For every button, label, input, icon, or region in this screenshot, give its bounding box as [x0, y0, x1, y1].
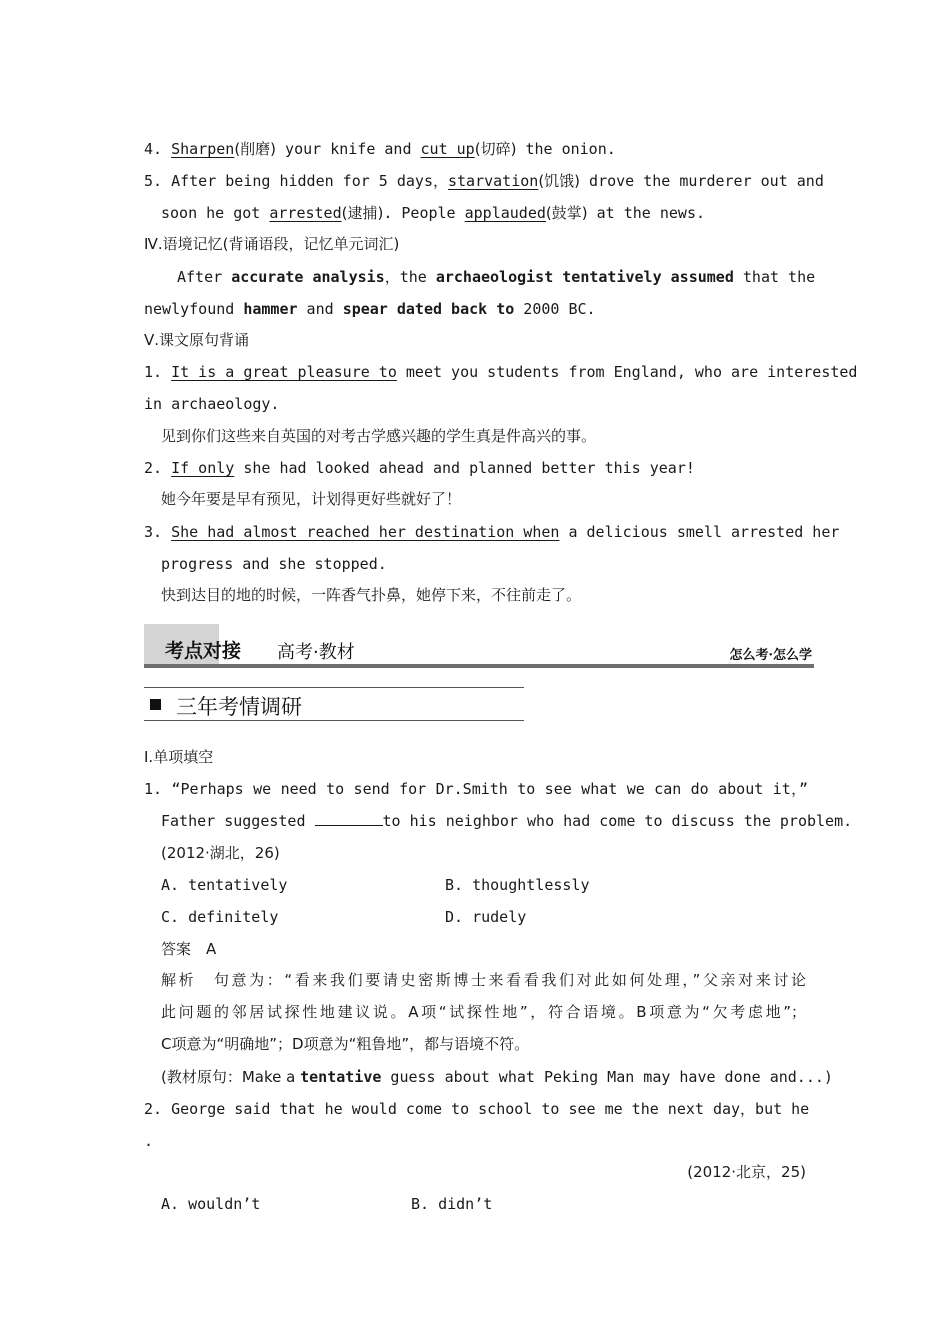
sentence-text: that the — [733, 268, 816, 286]
vocab-bold: hammer — [243, 300, 298, 318]
question-text: George said that he would come to school to see me the next day，but he — [171, 1100, 810, 1118]
sentence-text: the onion. — [516, 140, 616, 158]
textbook-text: (教材原句：Make a — [161, 1068, 301, 1086]
banner-subtitle: 高考·教材 — [277, 642, 355, 663]
sentence-text: After — [177, 268, 232, 286]
key-phrase: It is a great pleasure to — [171, 363, 397, 381]
recite-sentence-3 — [144, 522, 840, 542]
option-a: A. wouldn’t — [161, 1195, 261, 1213]
question-text: “Perhaps we need to send for Dr.Smith to see what we can do about it，” — [171, 780, 809, 798]
textbook-text: guess about what Peking Man may have done and...) — [381, 1068, 833, 1086]
sentence-text: After being hidden for 5 days， — [171, 172, 448, 190]
key-phrase: If only — [171, 459, 235, 477]
question-1-line-2 — [161, 811, 853, 831]
section-5-heading: Ⅴ.课文原句背诵 — [144, 331, 250, 349]
question-2-line-2: . — [144, 1132, 154, 1150]
question-1-source: (2012·湖北，26) — [161, 844, 280, 862]
question-1-analysis-line-1: 解析 句意为：“看来我们要请史密斯博士来看看我们对此如何处理，”父亲对来讨论 — [161, 971, 806, 989]
section-title: 三年考情调研 — [176, 695, 302, 719]
vocab-item-5-line-1 — [144, 171, 824, 191]
question-1-options-row-1 — [161, 875, 825, 895]
answer-blank — [315, 811, 383, 826]
item-number: 1. — [144, 363, 163, 381]
question-1-textbook-source — [161, 1067, 833, 1087]
question-2-line-1 — [144, 1099, 808, 1119]
item-number: 2. — [144, 1100, 163, 1118]
vocab-gloss: (逮捕) — [341, 204, 384, 222]
item-number: 3. — [144, 523, 163, 541]
question-1-analysis-line-2: 此问题的邻居试探性地建议说。A项“试探性地”，符合语境。B项意为“欠考虑地”； — [161, 1003, 806, 1021]
vocab-answer: starvation — [448, 172, 539, 190]
option-d: D. rudely — [445, 908, 527, 926]
banner-rule — [144, 664, 814, 668]
vocab-item-4 — [144, 139, 808, 159]
question-1-analysis-line-3: C项意为“明确地”；D项意为“粗鲁地”，都与语境不符。 — [161, 1035, 530, 1053]
recite-sentence-2 — [144, 458, 808, 478]
sentence-text: meet you students from England, who are interested — [396, 363, 858, 381]
recite-sentence-3-translation: 快到达目的地的时候，一阵香气扑鼻，她停下来，不往前走了。 — [161, 586, 582, 604]
vocab-bold: tentative — [300, 1068, 382, 1086]
banner-title: 考点对接 — [165, 640, 242, 662]
option-b: B. thoughtlessly — [445, 876, 590, 894]
vocab-gloss: (削磨) — [234, 140, 277, 158]
vocab-bold: accurate analysis — [231, 268, 385, 286]
sentence-text: 2000 BC. — [514, 300, 596, 318]
key-phrase: She had almost reached her destination when — [171, 523, 560, 541]
item-number: 5. — [144, 172, 163, 190]
question-2-source: (2012·北京，25) — [687, 1163, 806, 1181]
item-number: 4. — [144, 140, 163, 158]
sentence-text: a delicious smell arrested her — [559, 523, 840, 541]
question-1-answer: 答案 A — [161, 940, 217, 958]
sentence-text: ，the — [384, 268, 436, 286]
sentence-text: and — [297, 300, 343, 318]
recite-sentence-1-cont: in archaeology. — [144, 395, 280, 413]
vocab-gloss: (饥饿) — [538, 172, 581, 190]
banner-tagline: 怎么考·怎么学 — [729, 648, 812, 663]
sentence-text: . People — [383, 204, 465, 222]
question-text: Father suggested — [161, 812, 315, 830]
vocab-gloss: (切碎) — [474, 140, 517, 158]
vocab-bold: archaeologist tentatively assumed — [435, 268, 734, 286]
question-1-line-1 — [144, 779, 808, 799]
sentence-text: soon he got — [161, 204, 270, 222]
sentence-text: at the news. — [587, 204, 706, 222]
option-a: A. tentatively — [161, 876, 288, 894]
sentence-text: your knife and — [276, 140, 421, 158]
item-number: 2. — [144, 459, 163, 477]
vocab-gloss: (鼓掌) — [545, 204, 588, 222]
section-title-top-rule — [144, 687, 524, 688]
exercise-heading: Ⅰ.单项填空 — [144, 748, 214, 766]
vocab-answer: Sharpen — [171, 140, 235, 158]
recite-sentence-1-translation: 见到你们这些来自英国的对考古学感兴趣的学生真是件高兴的事。 — [161, 427, 597, 445]
vocab-bold: spear dated back to — [342, 300, 515, 318]
sentence-text: drove the murderer out and — [580, 172, 824, 190]
question-1-options-row-2 — [161, 907, 825, 927]
vocab-answer: applauded — [464, 204, 546, 222]
section-title-bottom-rule — [144, 720, 524, 721]
vocab-answer: arrested — [269, 204, 342, 222]
item-number: 1. — [144, 780, 163, 798]
sentence-text: she had looked ahead and planned better this year! — [234, 459, 695, 477]
question-text: to his neighbor who had come to discuss the problem. — [382, 812, 853, 830]
sentence-text: newlyfound — [144, 300, 244, 318]
option-c: C. definitely — [161, 908, 279, 926]
recite-sentence-1 — [144, 362, 858, 382]
square-bullet-icon — [150, 699, 161, 710]
vocab-answer: cut up — [420, 140, 475, 158]
recite-sentence-2-translation: 她今年要是早有预见，计划得更好些就好了！ — [161, 490, 462, 508]
section-4-heading: Ⅳ.语境记忆(背诵语段，记忆单元词汇) — [144, 235, 400, 253]
recite-sentence-3-cont: progress and she stopped. — [161, 555, 387, 573]
section-4-paragraph-line-1 — [177, 267, 816, 287]
vocab-item-5-line-2 — [161, 203, 825, 223]
question-2-options-row-1 — [161, 1194, 825, 1214]
option-b: B. didn’t — [411, 1195, 493, 1213]
section-4-paragraph-line-2 — [144, 299, 808, 319]
